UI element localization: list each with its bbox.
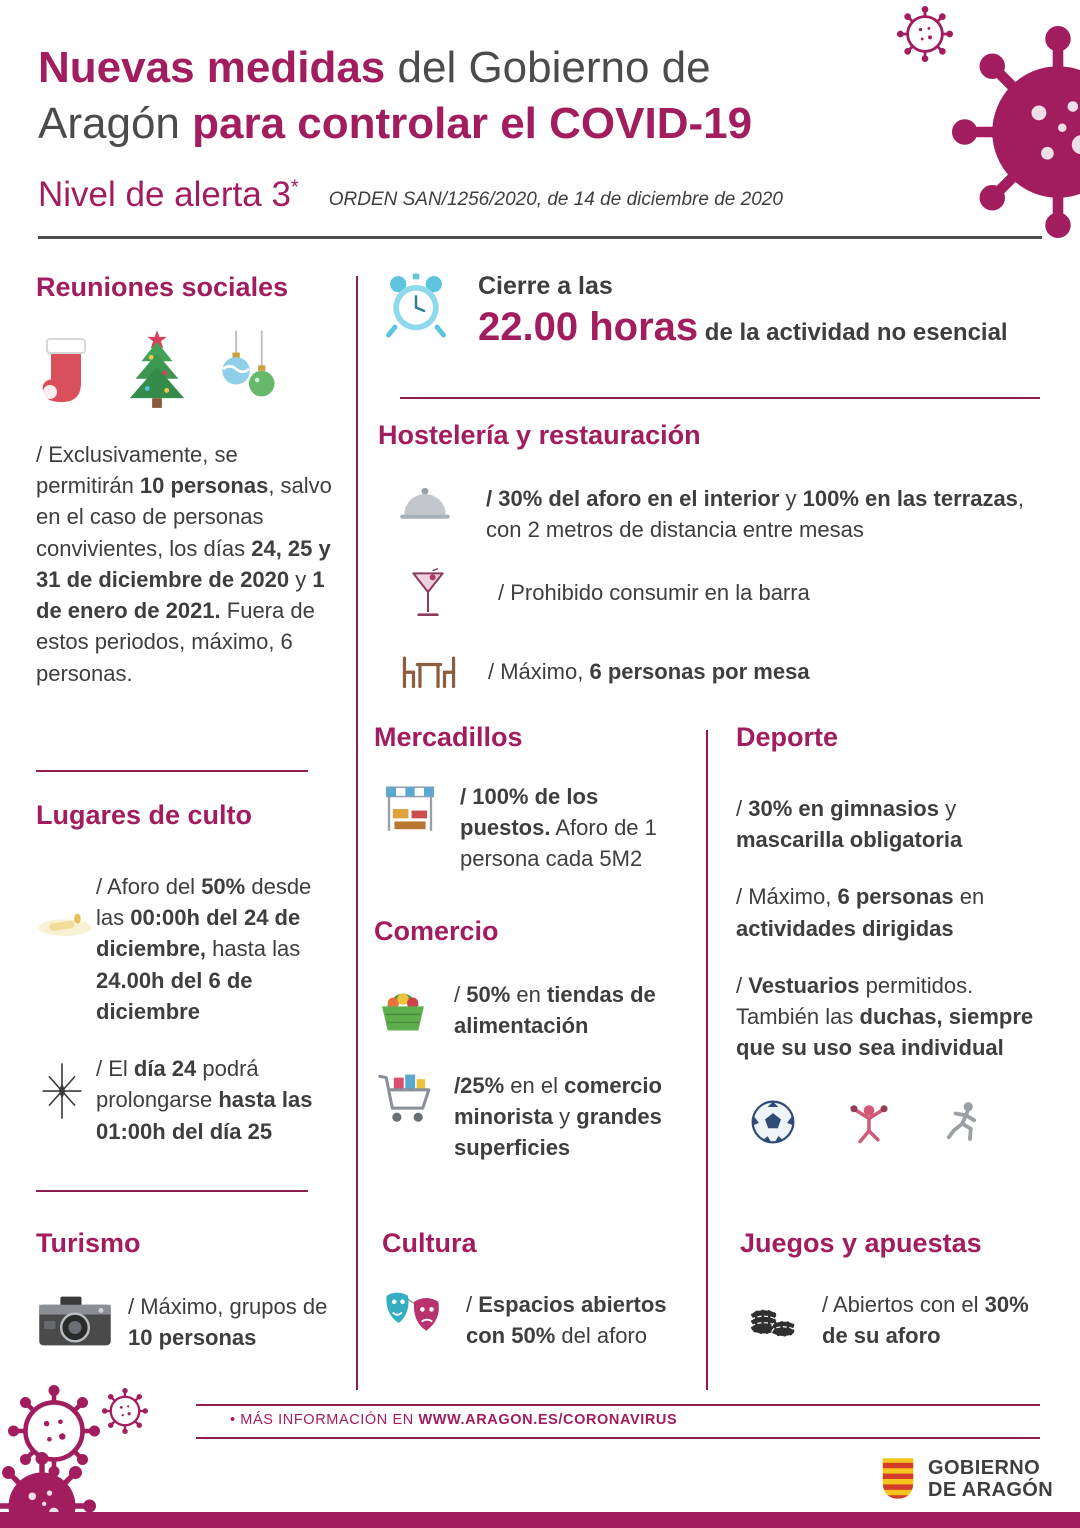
cierre-rest: de la actividad no esencial	[698, 319, 1008, 346]
ball-icon	[750, 1099, 796, 1145]
cierre-divider	[400, 397, 1040, 399]
footer-rule-top	[196, 1404, 1040, 1406]
virus-icon	[952, 26, 1080, 238]
section-title-mercadillos: Mercadillos	[374, 722, 523, 752]
deporte-item-1: / 30% en gimnasios y mascarilla obligatoria	[736, 796, 963, 853]
section-hosteleria	[378, 420, 1043, 697]
deporte-item-3: / Vestuarios permitidos. También las duchas, siempre que su uso sea individual	[736, 972, 1034, 1061]
virus-icon	[102, 1388, 148, 1434]
section-title-comercio: Comercio	[374, 916, 499, 946]
cierre-line-1: Cierre a las	[478, 272, 613, 300]
juegos-text: / Abiertos con el 30% de su aforo	[822, 1292, 1029, 1349]
ornaments-icon	[216, 327, 280, 411]
stocking-icon	[36, 331, 98, 411]
shield-icon	[880, 1456, 916, 1502]
cocktail-icon	[408, 567, 448, 625]
culto-item-2: / El día 24 podrá prolongarse hasta las 01:00h del día 25	[96, 1056, 313, 1144]
sport-icons	[736, 1098, 1048, 1146]
masks-icon	[382, 1289, 446, 1339]
cart-icon	[374, 1070, 438, 1134]
left-divider-2	[36, 1190, 308, 1192]
order-reference: ORDEN SAN/1256/2020, de 14 de diciembre de 2020	[328, 188, 783, 210]
title-part-4: para controlar el COVID-19	[192, 99, 753, 149]
christmas-tree-icon	[122, 327, 192, 411]
gobierno-aragon-logo	[880, 1456, 1053, 1502]
left-divider-1	[36, 770, 308, 772]
title-part-2: del Gobierno de	[385, 43, 711, 92]
logo-text-line-2: DE ARAGÓN	[928, 1479, 1054, 1501]
cloche-icon	[396, 483, 454, 527]
more-info-text: • MÁS INFORMACIÓN EN WWW.ARAGON.ES/CORONAVIRUS	[230, 1412, 678, 1428]
christmas-icons	[36, 327, 334, 411]
culto-item-1: / Aforo del 50% desde las 00:00h del 24 de diciembre, hasta las 24.00h del 6 de diciembre	[96, 874, 312, 1024]
cierre-time: 22.00 horas	[478, 305, 699, 349]
camera-icon	[36, 1291, 114, 1351]
lifter-icon	[846, 1099, 892, 1145]
mercadillos-text: / 100% de los puestos. Aforo de 1 persona cada 5M2	[460, 784, 657, 872]
deporte-item-2: / Máximo, 6 personas en actividades dirigidas	[736, 884, 985, 941]
section-title-juegos: Juegos y apuestas	[740, 1228, 982, 1258]
candle-icon	[36, 907, 94, 945]
sparkle-icon	[36, 1055, 88, 1127]
turismo-text: / Máximo, grupos de 10 personas	[128, 1294, 328, 1351]
section-title-deporte: Deporte	[736, 722, 839, 752]
virus-icon	[897, 6, 953, 62]
section-reuniones	[36, 272, 334, 689]
header-rule	[38, 236, 1042, 239]
hosteleria-item-3: / Máximo, 6 personas por mesa	[488, 659, 810, 685]
logo-text-line-1: GOBIERNO	[928, 1457, 1041, 1479]
section-comercio	[374, 916, 692, 1164]
section-juegos	[740, 1228, 1048, 1351]
section-culto	[36, 800, 338, 1147]
section-title-culto: Lugares de culto	[36, 800, 253, 830]
section-mercadillos	[374, 722, 692, 875]
logo-text	[928, 1457, 1053, 1501]
page-title	[38, 40, 868, 153]
comercio-item-1: / 50% en tiendas de alimentación	[454, 982, 656, 1039]
comercio-item-2: /25% en el comercio minorista y grandes superficies	[454, 1073, 662, 1161]
runner-icon	[942, 1098, 986, 1146]
bottom-accent-bar	[0, 1512, 1080, 1528]
cultura-text: / Espacios abiertos con 50% del aforo	[466, 1292, 667, 1349]
alert-level-title: Nivel de alerta 3*	[38, 174, 299, 214]
section-title-reuniones: Reuniones sociales	[36, 272, 289, 302]
alert-asterisk: *	[290, 175, 299, 198]
section-cultura	[382, 1228, 694, 1351]
section-title-hosteleria: Hostelería y restauración	[378, 420, 701, 450]
hosteleria-item-2: / Prohibido consumir en la barra	[498, 580, 810, 606]
section-title-cultura: Cultura	[382, 1228, 477, 1258]
chips-icon	[746, 1289, 798, 1345]
vertical-divider-2	[706, 730, 708, 1390]
title-part-3: Aragón	[38, 99, 193, 149]
basket-icon	[374, 979, 432, 1037]
vertical-divider-1	[356, 276, 358, 1390]
alarm-clock-icon	[382, 272, 450, 340]
header	[38, 40, 868, 215]
title-part-1: Nuevas medidas	[38, 43, 386, 92]
table-icon	[398, 650, 460, 692]
market-stall-icon	[382, 781, 438, 837]
section-turismo	[36, 1228, 336, 1356]
section-title-turismo: Turismo	[36, 1228, 141, 1258]
footer-rule-bottom	[196, 1437, 1040, 1439]
reuniones-text: / Exclusivamente, se permitirán 10 personas, salvo en el caso de personas convivientes, los días 24, 25 y 31 de diciembre de 2020 y 1 de enero de 2021. Fuera de estos periodos, máximo, 6 personas.	[36, 442, 332, 686]
hosteleria-item-1: / 30% del aforo en el interior y 100% en las terrazas, con 2 metros de distancia entre mesas	[486, 486, 1025, 543]
section-deporte	[736, 722, 1048, 1146]
section-cierre	[382, 272, 1042, 350]
